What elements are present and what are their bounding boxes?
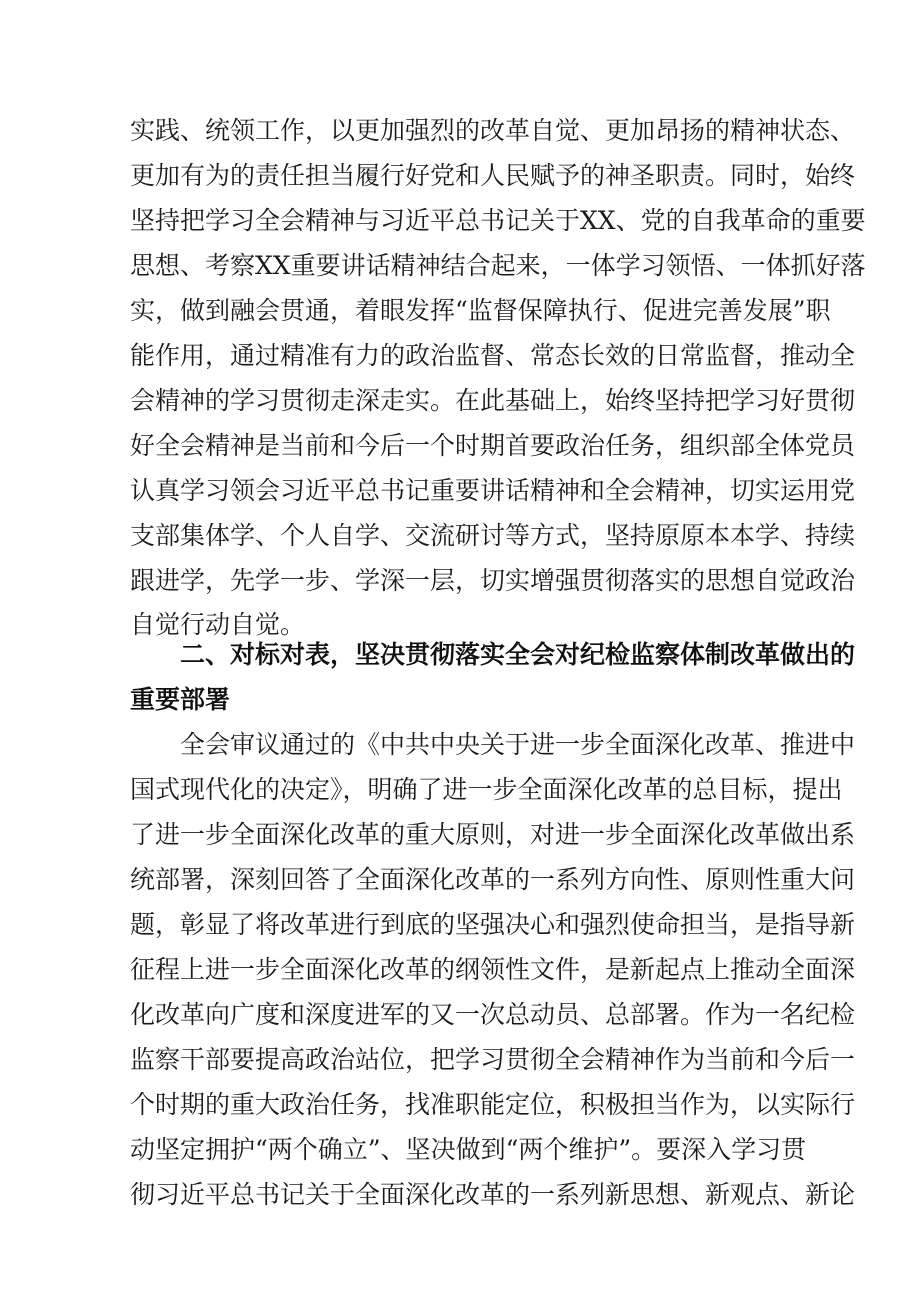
paragraph-1-line-3: 坚持把学习全会精神与习近平总书记关于XX、党的自我革命的重要 xyxy=(130,206,866,235)
paragraph-2-line-10: 动坚定拥护“两个确立”、坚决做到“两个维护”。要深入学习贯 xyxy=(130,1135,807,1164)
paragraph-1-line-10: 支部集体学、个人自学、交流研讨等方式，坚持原原本本学、持续 xyxy=(130,521,856,550)
paragraph-1-line-7: 会精神的学习贯彻走深走实。在此基础上，始终坚持把学习好贯彻 xyxy=(130,386,856,415)
paragraph-1-line-1: 实践、统领工作，以更加强烈的改革自觉、更加昂扬的精神状态、 xyxy=(130,116,856,145)
paragraph-1-line-4: 思想、考察XX重要讲话精神结合起来，一体学习领悟、一体抓好落 xyxy=(130,251,866,280)
paragraph-1-line-5: 实，做到融会贯通，着眼发挥“监督保障执行、促进完善发展”职 xyxy=(130,296,831,325)
paragraph-1-line-11: 跟进学，先学一步、学深一层，切实增强贯彻落实的思想自觉政治 xyxy=(130,566,856,595)
paragraph-1-line-2: 更加有为的责任担当履行好党和人民赋予的神圣职责。同时，始终 xyxy=(130,161,856,190)
paragraph-1-line-9: 认真学习领会习近平总书记重要讲话精神和全会精神，切实运用党 xyxy=(130,476,856,505)
paragraph-2-line-5: 题，彰显了将改革进行到底的坚强决心和强烈使命担当，是指导新 xyxy=(130,910,856,939)
section-2-heading: 二、对标对表，坚决贯彻落实全会对纪检监察体制改革做出的 xyxy=(180,640,856,669)
paragraph-2-line-1: 全会审议通过的《中共中央关于进一步全面深化改革、推进中 xyxy=(180,730,856,759)
paragraph-2-line-7: 化改革向广度和深度进军的又一次总动员、总部署。作为一名纪检 xyxy=(130,1000,856,1029)
paragraph-2-line-2: 国式现代化的决定》，明确了进一步全面深化改革的总目标，提出 xyxy=(130,775,843,804)
paragraph-2-line-11: 彻习近平总书记关于全面深化改革的一系列新思想、新观点、新论 xyxy=(130,1180,856,1209)
paragraph-1-line-12: 自觉行动自觉。 xyxy=(130,610,306,639)
paragraph-2-line-9: 个时期的重大政治任务，找准职能定位，积极担当作为，以实际行 xyxy=(130,1090,856,1119)
section-2-heading-continued: 重要部署 xyxy=(130,685,231,714)
paragraph-1-line-6: 能作用，通过精准有力的政治监督、常态长效的日常监督，推动全 xyxy=(130,341,856,370)
paragraph-2-line-4: 统部署，深刻回答了全面深化改革的一系列方向性、原则性重大问 xyxy=(130,865,856,894)
paragraph-2-line-8: 监察干部要提高政治站位，把学习贯彻全会精神作为当前和今后一 xyxy=(130,1045,856,1074)
paragraph-2-line-3: 了进一步全面深化改革的重大原则，对进一步全面深化改革做出系 xyxy=(130,820,856,849)
paragraph-1-line-8: 好全会精神是当前和今后一个时期首要政治任务，组织部全体党员 xyxy=(130,431,856,460)
paragraph-2-line-6: 征程上进一步全面深化改革的纲领性文件，是新起点上推动全面深 xyxy=(130,955,856,984)
